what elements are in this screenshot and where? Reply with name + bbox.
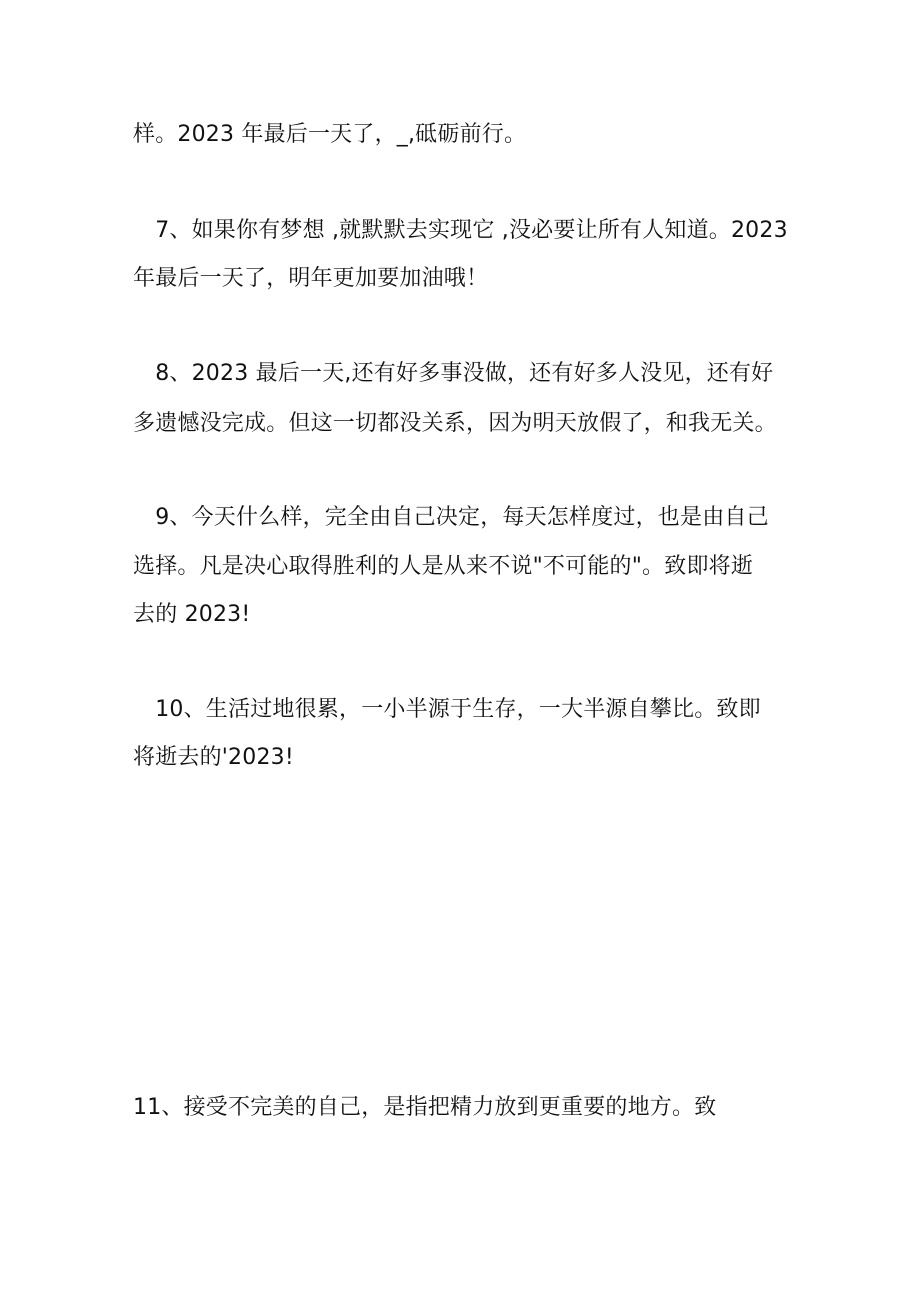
paragraph-10-line-1: 10、生活过地很累，一小半源于生存，一大半源自攀比。致即 [133, 697, 761, 722]
paragraph-8-line-1: 8、2023 最后一天,还有好多事没做，还有好多人没见，还有好 [133, 361, 774, 386]
paragraph-11-line-1: 11、接受不完美的自己，是指把精力放到更重要的地方。致 [133, 1095, 717, 1120]
paragraph-8-line-2: 多遗憾没完成。但这一切都没关系，因为明天放假了，和我无关。 [133, 411, 777, 436]
paragraph-6-line-2: 样。2023 年最后一天了，_,砥砺前行。 [133, 122, 527, 147]
paragraph-9-line-2: 选择。凡是决心取得胜利的人是从来不说"不可能的"。致即将逝 [133, 554, 754, 579]
paragraph-7-line-1: 7、如果你有梦想 ,就默默去实现它 ,没必要让所有人知道。2023 [133, 218, 788, 243]
paragraph-7-line-2: 年最后一天了，明年更加要加油哦！ [133, 266, 489, 291]
paragraph-10-line-2: 将逝去的'2023! [133, 745, 294, 770]
paragraph-9-line-1: 9、今天什么样，完全由自己决定，每天怎样度过，也是由自己 [133, 505, 769, 530]
paragraph-9-line-3: 去的 2023! [133, 602, 251, 627]
